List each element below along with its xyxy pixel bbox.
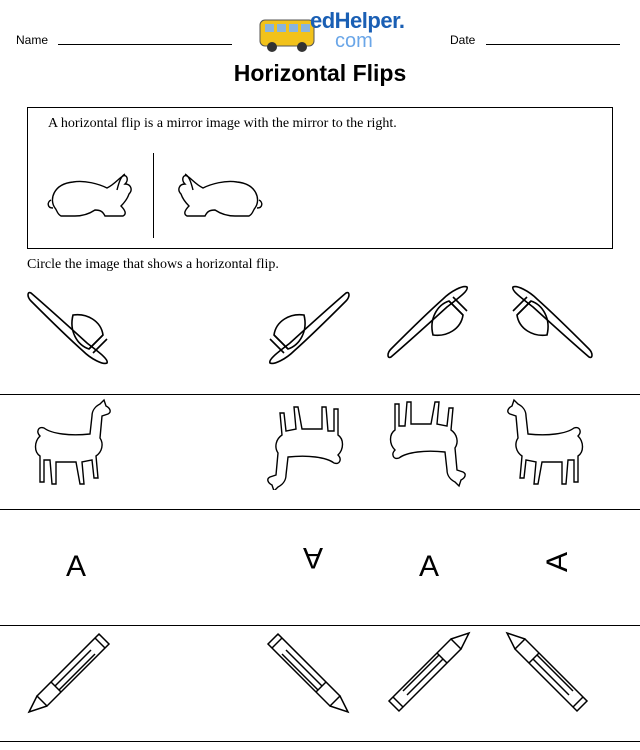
row-separator (0, 741, 640, 742)
mirror-line (153, 153, 154, 238)
hat-original-icon (25, 285, 115, 365)
crayon-choice-3-icon[interactable] (503, 630, 593, 715)
llama-choice-3-icon[interactable] (503, 398, 588, 488)
flipped-rabbit-icon (175, 170, 265, 222)
name-label: Name (16, 33, 49, 47)
date-line[interactable] (486, 44, 620, 45)
name-line[interactable] (58, 44, 232, 45)
row-separator (0, 625, 640, 626)
example-description: A horizontal flip is a mirror image with the mirror to the right. (48, 116, 397, 131)
crayon-choice-1-icon[interactable] (262, 630, 352, 715)
letter-a-choice-1[interactable]: A (303, 541, 324, 574)
letter-a-choice-3[interactable]: A (541, 551, 575, 573)
row-separator (0, 509, 640, 510)
hat-choice-1-icon[interactable] (262, 285, 352, 365)
instruction-text: Circle the image that shows a horizontal flip. (27, 257, 279, 272)
llama-choice-2-icon[interactable] (385, 398, 470, 488)
crayon-choice-2-icon[interactable] (383, 630, 473, 715)
rabbit-icon (45, 170, 135, 222)
logo-com: com (335, 30, 373, 52)
date-label: Date (450, 33, 476, 47)
llama-choice-1-icon[interactable] (258, 405, 353, 490)
logo-text: edHelper. (310, 8, 405, 33)
page-title: Horizontal Flips (233, 60, 407, 86)
letter-a-choice-2[interactable]: A (419, 550, 440, 583)
llama-original-icon (30, 398, 115, 488)
row-separator (0, 394, 640, 395)
crayon-original-icon (25, 630, 115, 715)
hat-choice-3-icon[interactable] (505, 285, 595, 365)
letter-a-original: A (66, 550, 87, 583)
hat-choice-2-icon[interactable] (385, 285, 475, 365)
